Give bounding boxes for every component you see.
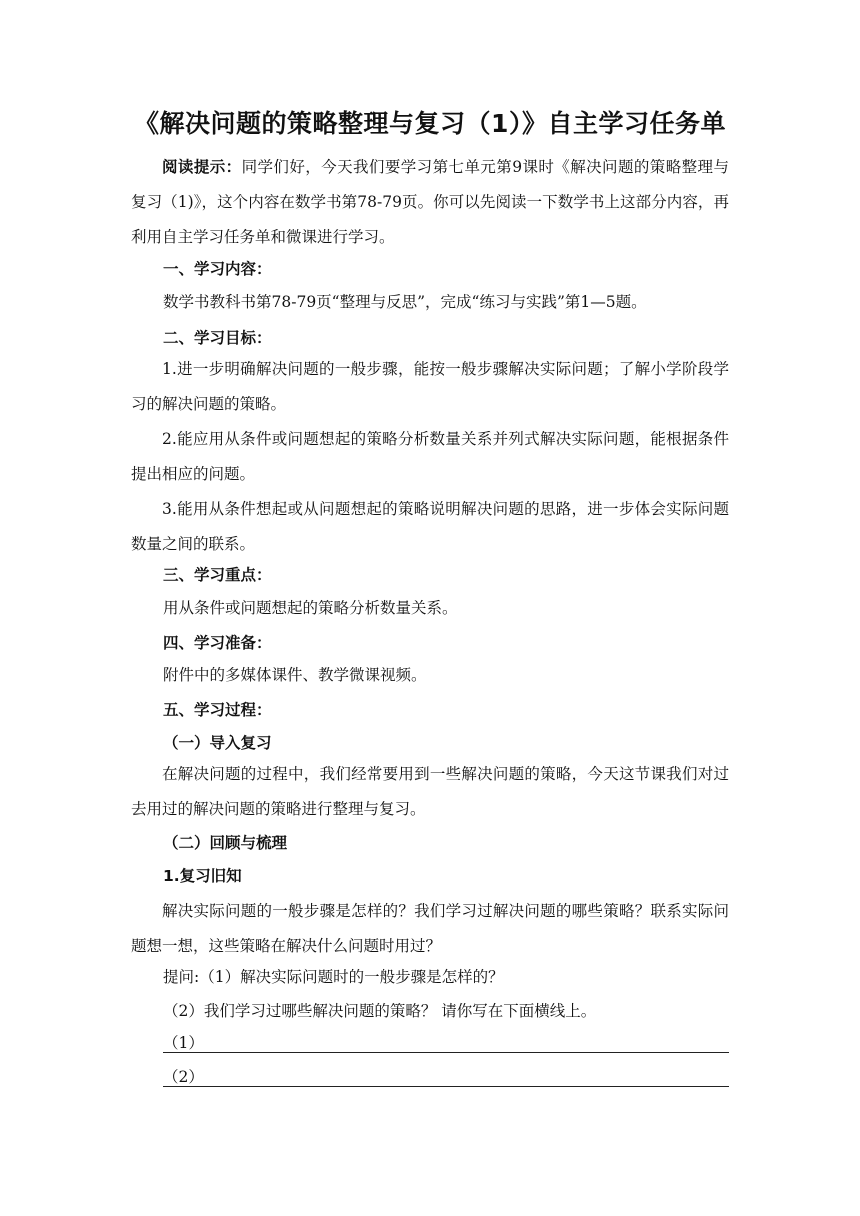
answer-blank-2-label: （2）	[163, 1068, 204, 1086]
process-2-subheading: 1.复习旧知	[163, 867, 242, 885]
section-3-heading: 三、学习重点：	[163, 566, 272, 584]
goal-1: 1.进一步明确解决问题的一般步骤，能按一般步骤解决实际问题；了解小学阶段学习的解决问题的策略。	[131, 360, 729, 413]
goal-2: 2.能应用从条件或问题想起的策略分析数量关系并列式解决实际问题，能根据条件提出相应的问题。	[131, 430, 729, 483]
page-title: 《解决问题的策略整理与复习（1）》自主学习任务单	[134, 109, 726, 138]
section-4-text: 附件中的多媒体课件、教学微课视频。	[163, 666, 427, 684]
process-1-text: 在解决问题的过程中，我们经常要用到一些解决问题的策略，今天这节课我们对过去用过的解决问题的策略进行整理与复习。	[131, 765, 729, 818]
section-2-heading: 二、学习目标：	[163, 329, 272, 347]
reading-tip-text: 同学们好，今天我们要学习第七单元第9课时《解决问题的策略整理与复习（1)》，这个内容在数学书第78-79页。你可以先阅读一下数学书上这部分内容，再利用自主学习任务单和微课进行学习。	[131, 158, 729, 246]
section-1-heading: 一、学习内容：	[163, 260, 272, 278]
reading-tip-label: 阅读提示：	[162, 158, 242, 176]
process-2-heading: （二）回顾与梳理	[163, 834, 288, 852]
reading-tip-paragraph	[131, 150, 729, 255]
process-2-text: 解决实际问题的一般步骤是怎样的？我们学习过解决问题的哪些策略？联系实际问题想一想，这些策略在解决什么问题时用过？	[131, 902, 729, 955]
section-1-text: 数学书教科书第78-79页“整理与反思”，完成“练习与实践”第1—5题。	[163, 293, 647, 311]
answer-line-2[interactable]	[163, 1086, 729, 1087]
question-1: 提问:（1）解决实际问题时的一般步骤是怎样的？	[163, 968, 504, 986]
question-2: （2）我们学习过哪些解决问题的策略？ 请你写在下面横线上。	[163, 1002, 597, 1020]
answer-blank-1-label: （1）	[163, 1034, 204, 1052]
answer-line-1[interactable]	[163, 1052, 729, 1053]
section-5-heading: 五、学习过程：	[163, 701, 272, 719]
section-3-text: 用从条件或问题想起的策略分析数量关系。	[163, 599, 458, 617]
section-4-heading: 四、学习准备：	[163, 634, 272, 652]
process-1-heading: （一）导入复习	[163, 734, 272, 752]
goal-3: 3.能用从条件想起或从问题想起的策略说明解决问题的思路，进一步体会实际问题数量之间的联系。	[131, 500, 729, 553]
